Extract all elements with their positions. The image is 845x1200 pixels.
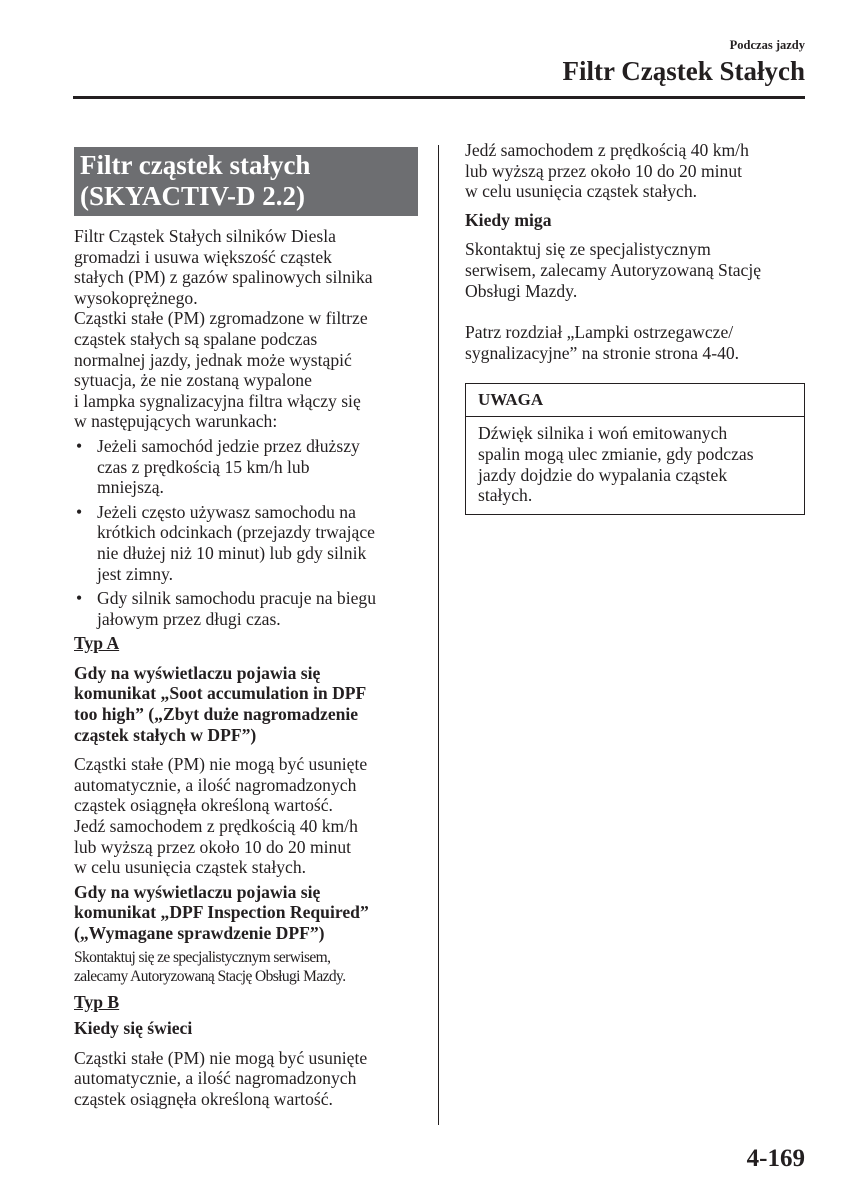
text-line: Jeżeli często używasz samochodu na (97, 501, 356, 522)
text-line: stałych (PM) z gazów spalinowych silnika (74, 267, 373, 288)
text-line: Skontaktuj się ze specjalistycznym (465, 239, 711, 260)
text-line: krótkich odcinkach (przejazdy trwające (97, 522, 375, 543)
text-line: Cząstki stałe (PM) zgromadzone w filtrze (74, 308, 368, 329)
text-line: jałowym przez długi czas. (97, 608, 281, 629)
reference-paragraph (465, 322, 805, 363)
text-line: lub wyższą przez około 10 do 20 minut (74, 836, 352, 857)
section-heading-line: (SKYACTIV-D 2.2) (80, 181, 306, 211)
inspection-message-heading (74, 882, 418, 944)
chapter-label: Podczas jazdy (729, 38, 805, 52)
text-line: w celu usunięcia cząstek stałych. (465, 181, 698, 202)
text-line: automatycznie, a ilość nagromadzonych (74, 1068, 357, 1089)
soot-message-heading (74, 663, 418, 745)
text-line: czas z prędkością 15 km/h lub (97, 456, 310, 477)
flash-paragraph (465, 239, 805, 301)
text-line: Jedź samochodem z prędkością 40 km/h (74, 816, 358, 837)
text-line: Jeżeli samochód jedzie przez dłuższy (97, 435, 360, 456)
list-item (74, 436, 418, 498)
text-line: sytuacja, że nie zostaną wypalone (74, 370, 312, 391)
note-box (465, 383, 805, 514)
bullet-icon: • (76, 588, 83, 609)
text-line: Gdy na wyświetlaczu pojawia się (74, 881, 321, 902)
text-line: i lampka sygnalizacyjna filtra włączy się (74, 390, 361, 411)
text-line: nie dłużej niż 10 minut) lub gdy silnik (97, 542, 367, 563)
text-line: Skontaktuj się ze specjalistycznym serwisem, (74, 948, 331, 966)
flash-heading: Kiedy miga (465, 209, 552, 230)
text-line: serwisem, zalecamy Autoryzowaną Stację (465, 259, 762, 280)
bullet-icon: • (76, 501, 83, 522)
text-line: („Wymagane sprawdzenie DPF”) (74, 923, 325, 943)
text-line: Obsługi Mazdy. (465, 280, 578, 301)
text-line: mniejszą. (97, 477, 164, 498)
text-line: too high” („Zbyt duże nagromadzenie (74, 704, 359, 725)
text-line: komunikat „Soot accumulation in DPF (74, 683, 367, 704)
text-line: cząstek stałych w DPF”) (74, 724, 257, 745)
text-line: Jedź samochodem z prędkością 40 km/h (465, 140, 749, 160)
page-title: Filtr Cząstek Stałych (562, 56, 805, 86)
type-a-heading: Typ A (74, 633, 120, 654)
bullet-icon: • (76, 435, 83, 456)
type-b-heading: Typ B (74, 991, 120, 1012)
text-line: automatycznie, a ilość nagromadzonych (74, 774, 357, 795)
text-line: normalnej jazdy, jednak może wystąpić (74, 349, 352, 370)
text-line: w celu usunięcia cząstek stałych. (74, 857, 307, 878)
text-line: lub wyższą przez około 10 do 20 minut (465, 160, 743, 181)
section-heading-line: Filtr cząstek stałych (80, 150, 311, 180)
text-line: jest zimny. (97, 563, 174, 584)
text-line: Filtr Cząstek Stałych silników Diesla (74, 226, 336, 246)
text-line: Dźwięk silnika i woń emitowanych (478, 423, 728, 444)
page-number: 4-169 (746, 1145, 805, 1172)
text-line: cząstek osiągnęła określoną wartość. (74, 1088, 333, 1109)
text-line: gromadzi i usuwa większość cząstek (74, 246, 332, 267)
left-column (74, 147, 418, 1110)
text-line: w następujących warunkach: (74, 411, 278, 432)
text-line: Cząstki stałe (PM) nie mogą być usunięte (74, 1047, 368, 1068)
text-line: zalecamy Autoryzowaną Stację Obsługi Mazdy. (74, 967, 346, 985)
inspection-message-body (74, 948, 418, 986)
conditions-list (74, 436, 418, 629)
text-line: stałych. (478, 485, 533, 506)
intro-paragraph (74, 226, 418, 432)
note-body (466, 417, 804, 513)
text-line: cząstek stałych są spalane podczas (74, 328, 318, 349)
text-line: sygnalizacyjne” na stronie strona 4-40. (465, 342, 740, 363)
list-item (74, 588, 418, 629)
text-line: Cząstki stałe (PM) nie mogą być usunięte (74, 754, 368, 775)
lit-body (74, 1048, 418, 1110)
section-heading (74, 147, 418, 216)
text-line: Gdy silnik samochodu pracuje na biegu (97, 588, 376, 609)
note-title: UWAGA (466, 384, 804, 417)
lit-heading: Kiedy się świeci (74, 1018, 193, 1039)
text-line: jazdy dojdzie do wypalania cząstek (478, 464, 728, 485)
right-column (465, 140, 805, 515)
text-line: wysokoprężnego. (74, 287, 198, 308)
header-rule (73, 96, 805, 99)
list-item (74, 502, 418, 584)
soot-message-body (74, 754, 418, 878)
drive-paragraph (465, 140, 805, 202)
column-divider (438, 145, 439, 1125)
text-line: komunikat „DPF Inspection Required” (74, 902, 369, 923)
text-line: Patrz rozdział „Lampki ostrzegawcze/ (465, 322, 734, 343)
text-line: spalin mogą ulec zmianie, gdy podczas (478, 443, 754, 464)
text-line: Gdy na wyświetlaczu pojawia się (74, 662, 321, 683)
text-line: cząstek osiągnęła określoną wartość. (74, 795, 333, 816)
